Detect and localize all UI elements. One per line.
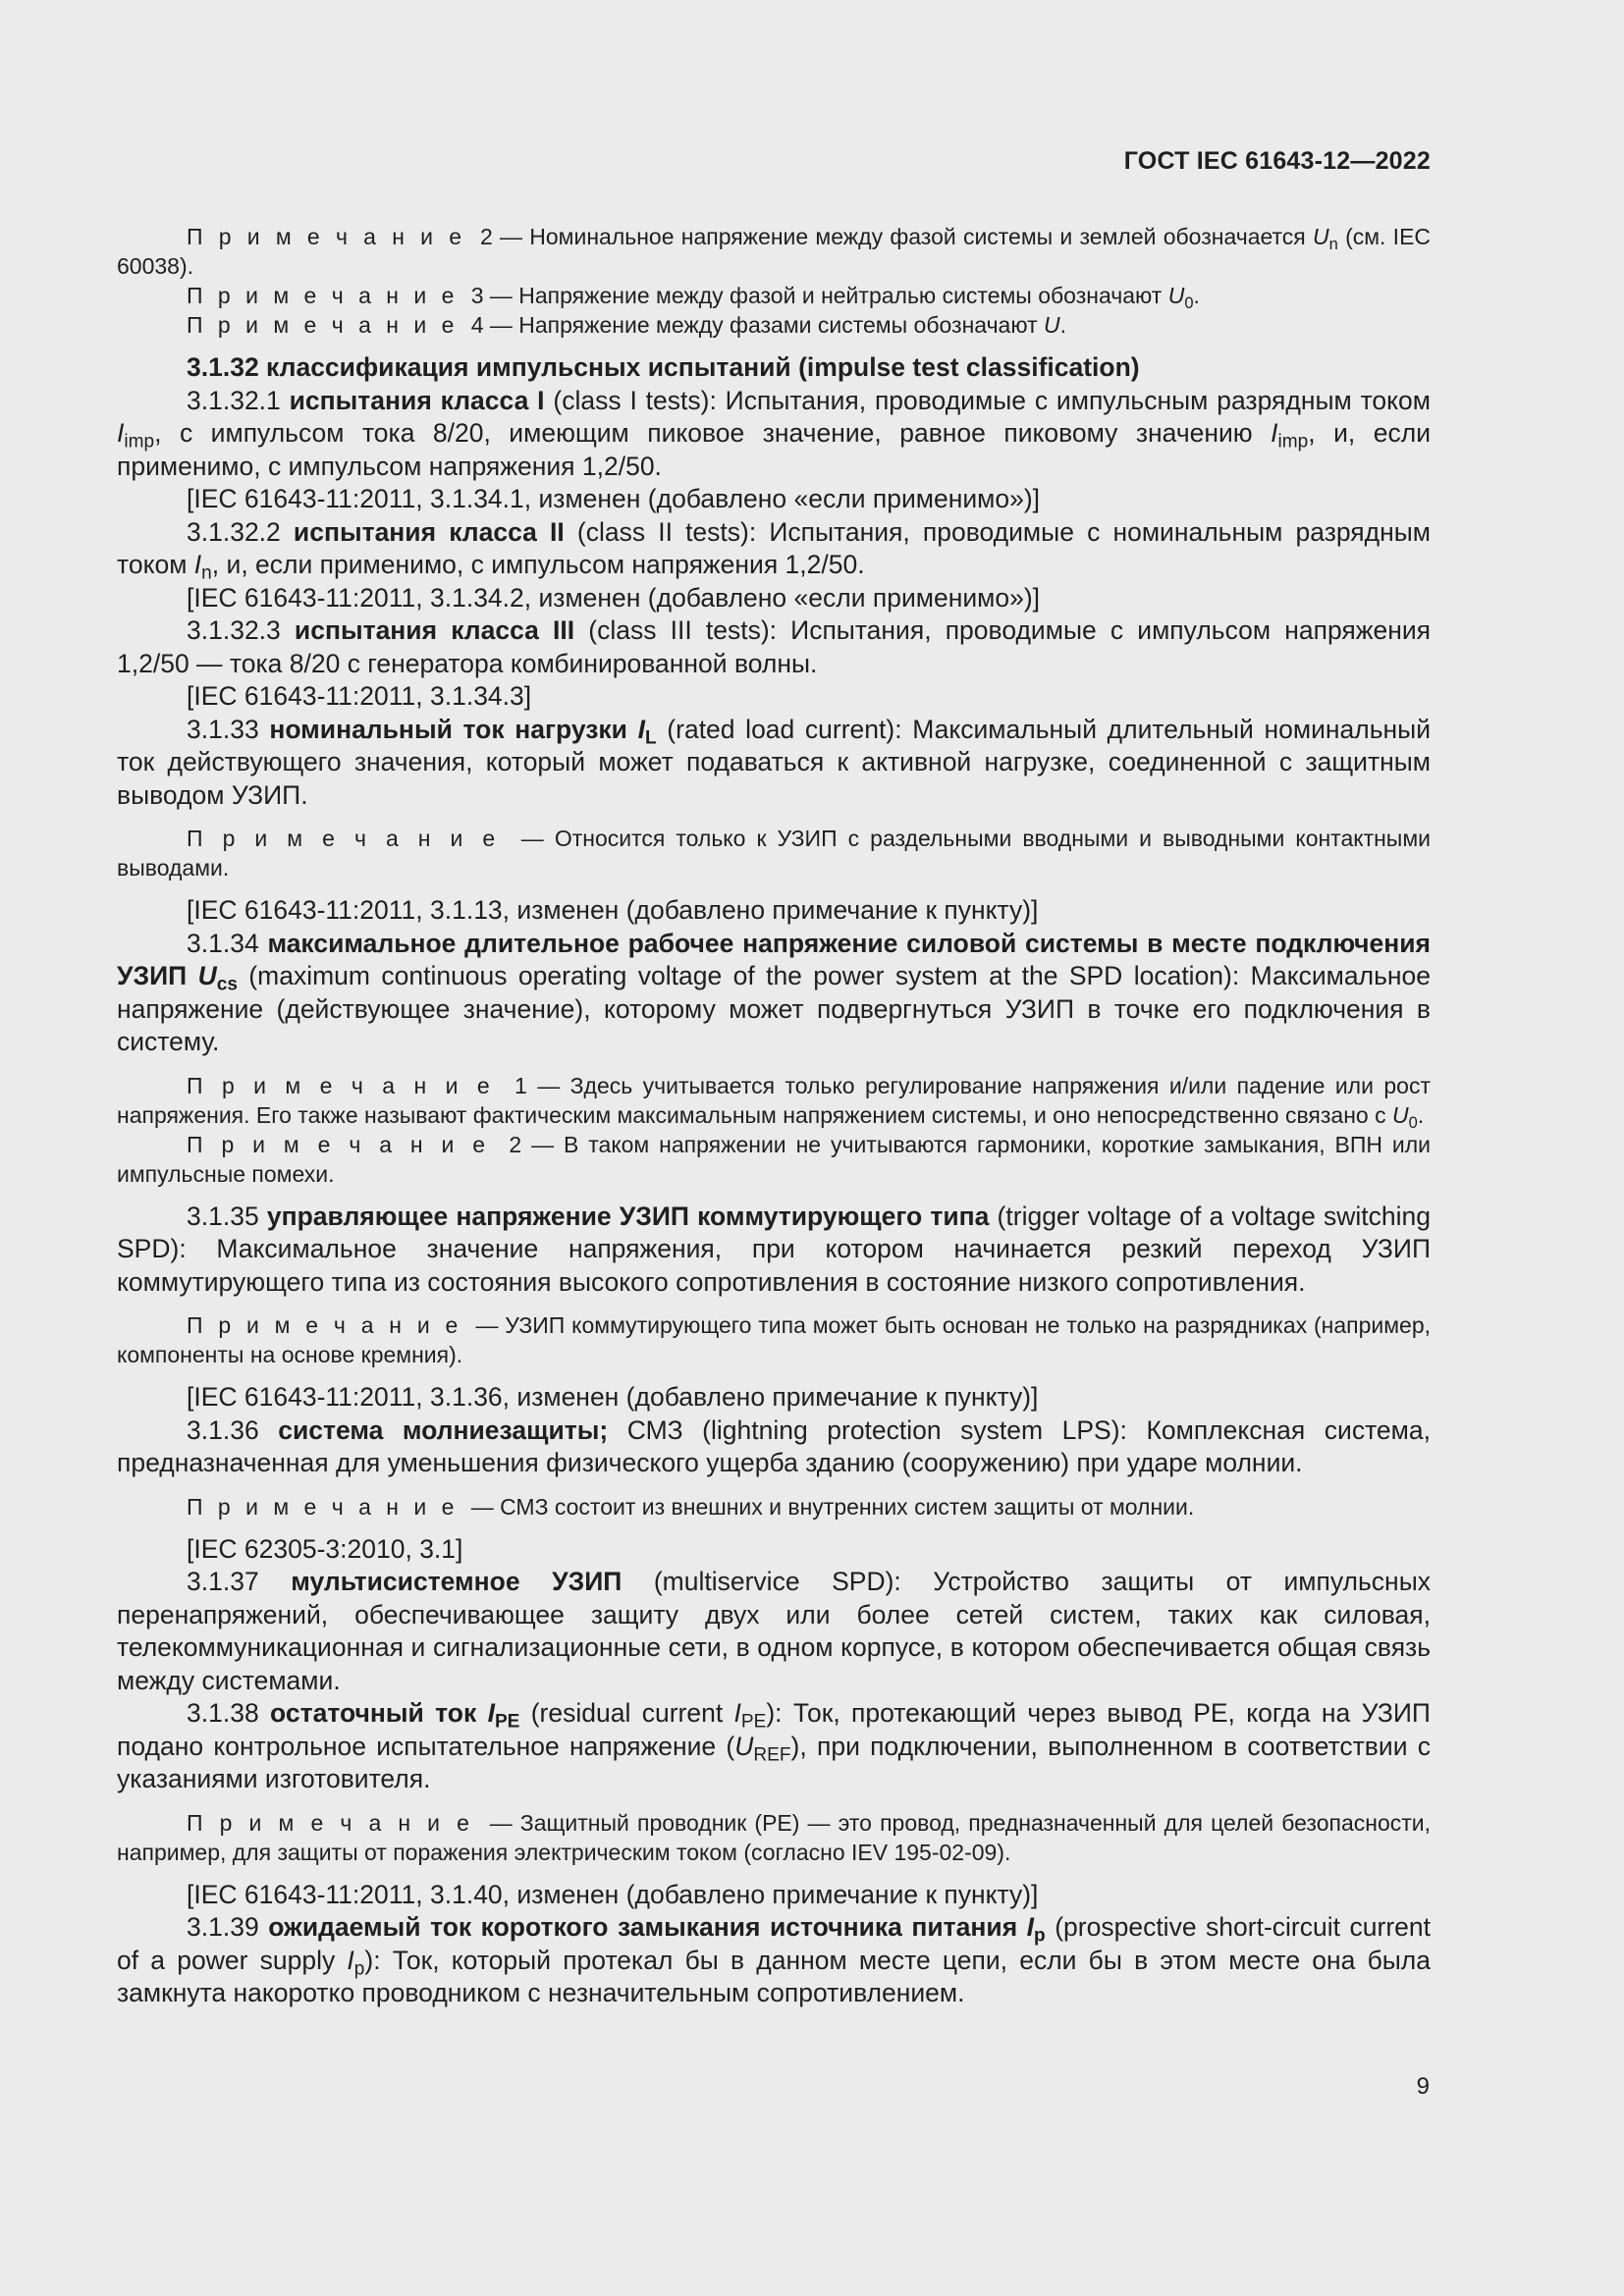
subscript: imp (1277, 431, 1309, 453)
text: (trigger voltage of a voltage switching SPD): Максимальное значение напряжения, при котором начинается резкий переход УЗИП коммутирующего типа из состояния высокого сопротивления в состояние низкого сопротивления. (117, 1201, 1431, 1297)
clause-number: 3.1.34 (187, 928, 268, 958)
term: мультисистемное УЗИП (291, 1567, 623, 1596)
text: , и, если применимо, с импульсом напряжения 1,2/50. (117, 418, 1431, 481)
definition-paragraph (117, 1911, 1431, 2010)
subscript: n (201, 562, 212, 584)
note-label: П р и м е ч а н и е (187, 312, 459, 338)
note-paragraph (117, 1310, 1431, 1369)
clause-number: 3.1.35 (187, 1201, 267, 1231)
text: 1 — Здесь учитывается только регулирование напряжения и/или падение или рост напряжения. Его также называют фактическим максимальным напряжением системы, и оно непосредственно связано с (117, 1072, 1431, 1128)
text: (rated load current): Максимальный длительный номинальный ток действующего значения, который может подаваться к активной нагрузке, соединенной с защитным выводом УЗИП. (117, 714, 1431, 810)
note-paragraph (117, 310, 1431, 340)
definition-paragraph (117, 1566, 1431, 1697)
term: испытания класса I (289, 385, 545, 415)
subscript: n (1328, 234, 1338, 253)
symbol: I (193, 550, 202, 579)
text: 2 — В таком напряжении не учитываются гармоники, короткие замыкания, ВПН или импульсные помехи. (117, 1131, 1432, 1187)
note-paragraph (117, 1492, 1431, 1522)
note-paragraph (117, 281, 1431, 310)
clause-number: 3.1.32.2 (187, 516, 294, 547)
text: (class II tests): Испытания, проводимые с номинальным разрядным током (117, 516, 1431, 579)
clause-number: 3.1.32.3 (187, 615, 295, 645)
definition-paragraph (117, 516, 1431, 582)
clause-number: 3.1.32.1 (187, 385, 290, 415)
symbol: U (1167, 283, 1185, 308)
text: (class I tests): Испытания, проводимые с импульсным разрядным током (544, 385, 1431, 415)
definition-paragraph (117, 714, 1431, 813)
subscript: L (645, 727, 657, 749)
symbol: I (347, 1945, 354, 1975)
term: управляющее напряжение УЗИП коммутирующего типа (266, 1201, 990, 1231)
text: . (1417, 1101, 1425, 1128)
text: — Относится только к УЗИП с раздельными вводными и выводными контактными выводами. (117, 826, 1431, 881)
text: ): Ток, протекающий через вывод PE, когда на УЗИП подано контрольное испытательное напряжение ( (117, 1698, 1431, 1761)
text: ): Ток, который протекал бы в данном месте цепи, если бы в этом месте она была замкнута накоротко проводником с незначительным сопротивлением. (117, 1945, 1431, 2007)
subscript: p (1034, 1925, 1046, 1947)
reference: [IEC 61643-11:2011, 3.1.36, изменен (добавлено примечание к пункту)] (187, 1382, 1039, 1412)
note-label: П р и м е ч а н и е (187, 1809, 474, 1836)
subscript: 0 (1408, 1112, 1418, 1132)
text: 3 — Напряжение между фазой и нейтралью системы обозначают (470, 283, 1168, 308)
text: . (1193, 283, 1200, 308)
subscript: cs (216, 974, 238, 995)
clause-number: 3.1.37 (187, 1567, 292, 1596)
reference-paragraph (117, 582, 1431, 615)
term: номинальный ток нагрузки (269, 714, 638, 744)
text: ), при подключении, выполненном в соответствии с указаниями изготовителя. (117, 1731, 1431, 1793)
subscript: imp (124, 431, 155, 453)
subscript: PE (740, 1711, 767, 1733)
section-heading (117, 351, 1431, 385)
definition-paragraph (117, 1697, 1431, 1796)
clause-number: 3.1.33 (187, 714, 270, 744)
note-label: П р и м е ч а н и е (187, 1072, 495, 1098)
definition-paragraph (117, 614, 1431, 680)
term: испытания класса II (293, 516, 565, 547)
text: — УЗИП коммутирующего типа может быть основан не только на разрядниках (например, компоненты на основе кремния). (117, 1312, 1432, 1367)
subscript: p (353, 1958, 365, 1980)
symbol: U (197, 961, 217, 990)
note-label: П р и м е ч а н и е (187, 1493, 459, 1520)
note-label: П р и м е ч а н и е (187, 224, 466, 249)
symbol: U (1044, 312, 1060, 338)
note-label: П р и м е ч а н и е (187, 826, 500, 851)
definition-paragraph (117, 385, 1431, 484)
reference-paragraph (117, 1533, 1431, 1567)
reference-paragraph (117, 894, 1431, 928)
text: 4 — Напряжение между фазами системы обозначают (470, 312, 1045, 338)
subscript: REF (753, 1744, 791, 1766)
reference: [IEC 61643-11:2011, 3.1.34.2, изменен (добавлено «если применимо»)] (187, 582, 1041, 613)
definition-paragraph (117, 1415, 1431, 1480)
symbol: I (1026, 1912, 1035, 1942)
note-paragraph (117, 1071, 1431, 1130)
symbol: I (637, 714, 645, 744)
reference: [IEC 61643-11:2011, 3.1.13, изменен (добавлено примечание к пункту)] (187, 895, 1039, 925)
note-label: П р и м е ч а н и е (187, 283, 459, 308)
reference: [IEC 61643-11:2011, 3.1.34.3] (187, 681, 532, 711)
text: СМЗ (lightning protection system LPS): Комплексная система, предназначенная для уменьшения физического ущерба зданию (сооружению) при ударе молнии. (117, 1415, 1431, 1477)
text: — Защитный проводник (PE) — это провод, предназначенный для целей безопасности, например, для защиты от поражения электрическим током (согласно IEV 195-02-09). (117, 1809, 1432, 1865)
note-paragraph (117, 824, 1431, 882)
heading-text: 3.1.32 классификация импульсных испытаний (impulse test classification) (187, 352, 1140, 382)
document-body (117, 222, 1431, 2010)
text: (prospective short-circuit current of a power supply (117, 1912, 1431, 1975)
text: — СМЗ состоит из внешних и внутренних систем защиты от молнии. (470, 1493, 1195, 1520)
text: , и, если применимо, с импульсом напряжения 1,2/50. (211, 550, 865, 579)
definition-paragraph (117, 928, 1431, 1059)
term: максимальное длительное рабочее напряжение силовой системы в месте подключения УЗИП (117, 928, 1431, 990)
subscript: PE (494, 1711, 520, 1733)
text: . (1059, 312, 1067, 338)
reference: [IEC 61643-11:2011, 3.1.34.1, изменен (добавлено «если применимо»)] (187, 484, 1041, 513)
text: (см. IEC 60038). (117, 224, 1432, 279)
text: (maximum continuous operating voltage of the power system at the SPD location): Максимальное напряжение (действующее значение), которому может подвергнуться УЗИП в точке его подключения в систему. (117, 961, 1431, 1056)
term: ожидаемый ток короткого замыкания источника питания (268, 1912, 1027, 1942)
note-paragraph (117, 222, 1431, 281)
term: испытания класса III (294, 615, 575, 645)
clause-number: 3.1.36 (187, 1415, 279, 1445)
reference: [IEC 62305-3:2010, 3.1] (187, 1533, 463, 1564)
symbol: U (1313, 224, 1329, 249)
clause-number: 3.1.38 (187, 1698, 271, 1728)
subscript: 0 (1184, 293, 1194, 312)
text: , с импульсом тока 8/20, имеющим пиковое значение, равное пиковому значению (154, 418, 1272, 448)
note-label: П р и м е ч а н и е (187, 1312, 462, 1338)
reference-paragraph (117, 1879, 1431, 1912)
reference-paragraph (117, 1381, 1431, 1415)
symbol: I (117, 418, 125, 448)
text: (multiservice SPD): Устройство защиты от импульсных перенапряжений, обеспечивающее защиту двух или более сетей систем, таких как силовая, телекоммуникационная и сигнализационные сети, в одном корпусе, в котором обеспечивается общая связь между системами. (117, 1567, 1431, 1695)
note-label: П р и м е ч а н и е (187, 1131, 490, 1157)
page-number: 9 (1416, 2073, 1430, 2100)
reference-paragraph (117, 483, 1431, 516)
text: (residual current (519, 1698, 734, 1728)
note-paragraph (117, 1808, 1431, 1867)
symbol: I (1271, 418, 1278, 448)
symbol: U (1392, 1101, 1409, 1128)
document-header: ГОСТ IEC 61643-12—2022 (1123, 147, 1431, 175)
reference-paragraph (117, 680, 1431, 714)
term: система молниезащиты; (278, 1415, 609, 1445)
reference: [IEC 61643-11:2011, 3.1.40, изменен (добавлено примечание к пункту)] (187, 1879, 1039, 1909)
text: 2 — Номинальное напряжение между фазой системы и землей обозначается (480, 224, 1314, 249)
symbol: I (487, 1698, 495, 1728)
symbol: U (734, 1731, 754, 1761)
symbol: I (733, 1698, 741, 1728)
note-paragraph (117, 1130, 1431, 1189)
text: (class III tests): Испытания, проводимые с импульсом напряжения 1,2/50 — тока 8/20 с генератора комбинированной волны. (117, 615, 1431, 678)
clause-number: 3.1.39 (187, 1912, 269, 1942)
term: остаточный ток (270, 1698, 488, 1728)
definition-paragraph (117, 1201, 1431, 1300)
